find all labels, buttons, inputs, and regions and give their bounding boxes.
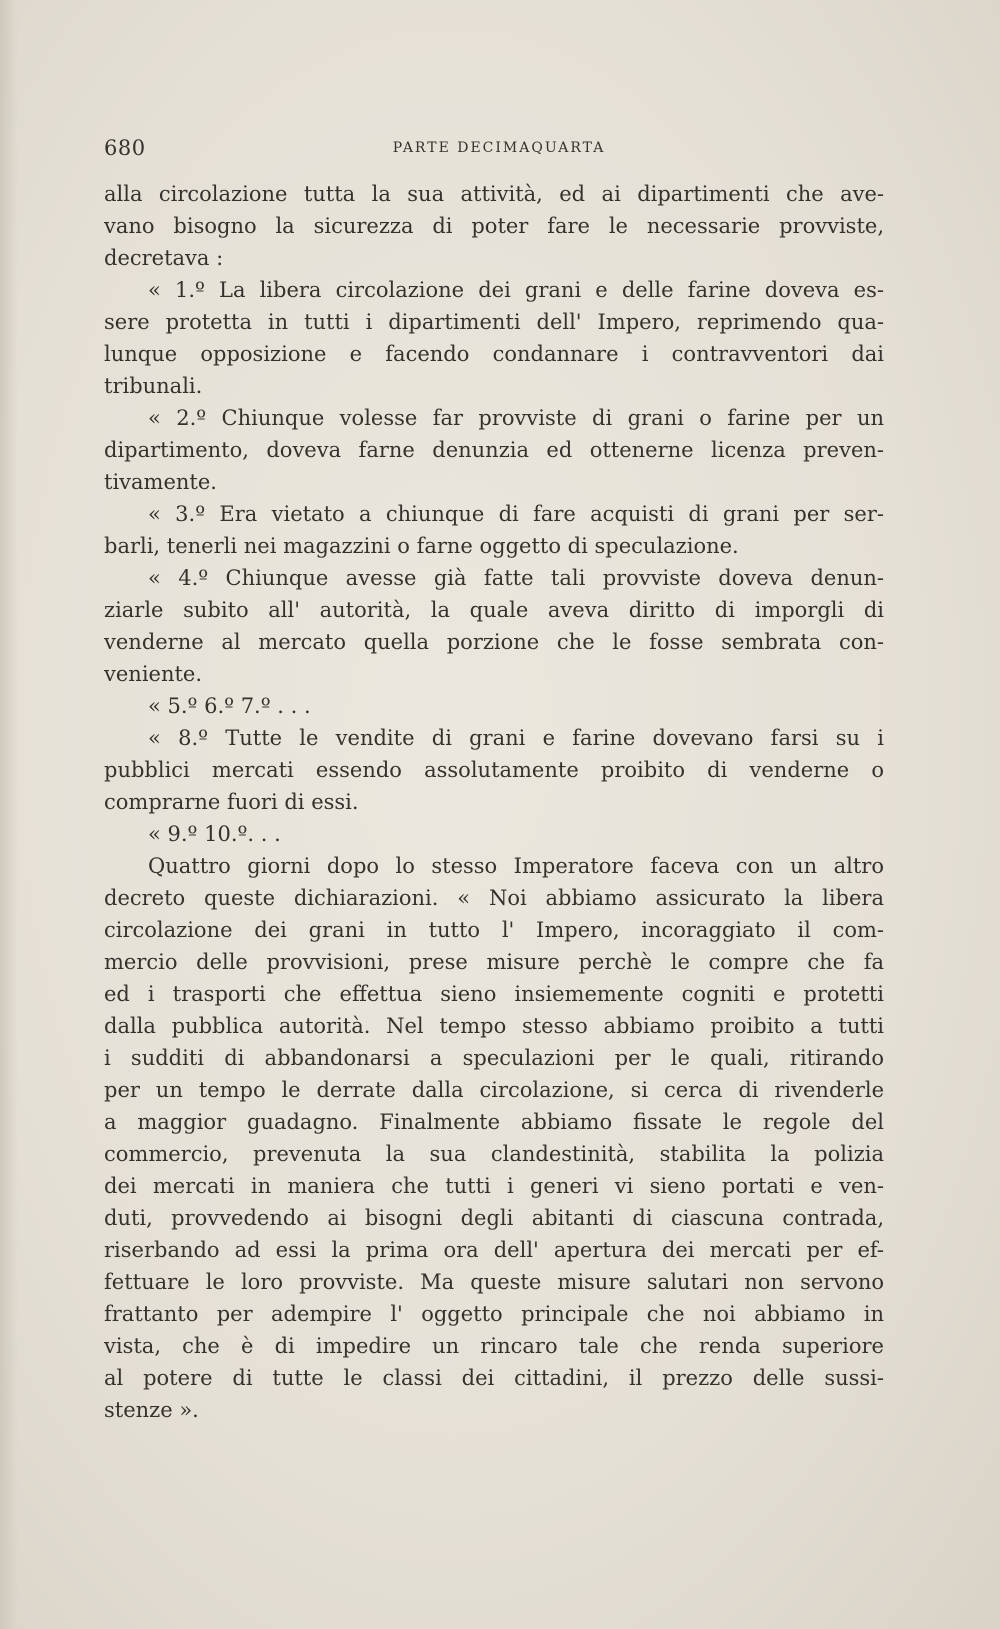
text-line: decretava :	[104, 246, 224, 270]
text-line: ziarle subito all' autorità, la quale aveva diritto di imporgli di	[104, 598, 884, 622]
text-line: sere protetta in tutti i dipartimenti dell' Impero, reprimendo qua-	[104, 310, 884, 334]
text-line: riserbando ad essi la prima ora dell' apertura dei mercati per ef-	[104, 1238, 884, 1262]
text-line: stenze ».	[104, 1398, 199, 1422]
text-line: mercio delle provvisioni, prese misure perchè le compre che fa	[104, 950, 884, 974]
text-line: dipartimento, doveva farne denunzia ed ottenerne licenza preven-	[104, 438, 884, 462]
text-line: comprarne fuori di essi.	[104, 790, 359, 814]
text-line: circolazione dei grani in tutto l' Impero, incoraggiato il com-	[104, 918, 884, 942]
text-line: commercio, prevenuta la sua clandestinità, stabilita la polizia	[104, 1142, 884, 1166]
text-line: « 1.º La libera circolazione dei grani e delle farine doveva es-	[148, 278, 884, 302]
text-line: « 3.º Era vietato a chiunque di fare acquisti di grani per ser-	[148, 502, 884, 526]
text-line: per un tempo le derrate dalla circolazione, si cerca di rivenderle	[104, 1078, 884, 1102]
text-line: venderne al mercato quella porzione che le fosse sembrata con-	[104, 630, 884, 654]
text-line: ed i trasporti che effettua sieno insiememente cogniti e protetti	[104, 982, 884, 1006]
text-line: alla circolazione tutta la sua attività, ed ai dipartimenti che ave-	[104, 182, 884, 206]
section-title: PARTE DECIMAQUARTA	[392, 140, 606, 156]
text-line: tivamente.	[104, 470, 217, 494]
text-line: Quattro giorni dopo lo stesso Imperatore faceva con un altro	[148, 854, 884, 878]
text-line: pubblici mercati essendo assolutamente proibito di venderne o	[104, 758, 884, 782]
body-text	[104, 178, 884, 1426]
text-line: « 4.º Chiunque avesse già fatte tali provviste doveva denun-	[148, 566, 884, 590]
text-line: « 8.º Tutte le vendite di grani e farine dovevano farsi su i	[148, 726, 884, 750]
text-line: i sudditi di abbandonarsi a speculazioni per le quali, ritirando	[104, 1046, 884, 1070]
text-line: duti, provvedendo ai bisogni degli abitanti di ciascuna contrada,	[104, 1206, 884, 1230]
text-line: vano bisogno la sicurezza di poter fare le necessarie provviste,	[104, 214, 884, 238]
text-line: a maggior guadagno. Finalmente abbiamo fissate le regole del	[104, 1110, 884, 1134]
text-line: vista, che è di impedire un rincaro tale che renda superiore	[104, 1334, 884, 1358]
text-line: tribunali.	[104, 374, 203, 398]
text-line: fettuare le loro provviste. Ma queste misure salutari non servono	[104, 1270, 884, 1294]
text-line: dei mercati in maniera che tutti i generi vi sieno portati e ven-	[104, 1174, 884, 1198]
page-gutter-shadow	[0, 0, 18, 1629]
page-number: 680	[104, 136, 146, 160]
text-line: veniente.	[104, 662, 203, 686]
text-line: frattanto per adempire l' oggetto principale che noi abbiamo in	[104, 1302, 884, 1326]
text-line: « 2.º Chiunque volesse far provviste di grani o farine per un	[148, 406, 884, 430]
text-line: « 9.º 10.º. . .	[148, 822, 281, 846]
text-line: lunque opposizione e facendo condannare i contravventori dai	[104, 342, 884, 366]
text-line: « 5.º 6.º 7.º . . .	[148, 694, 311, 718]
text-line: decreto queste dichiarazioni. « Noi abbiamo assicurato la libera	[104, 886, 884, 910]
text-line: al potere di tutte le classi dei cittadini, il prezzo delle sussi-	[104, 1366, 884, 1390]
text-line: dalla pubblica autorità. Nel tempo stesso abbiamo proibito a tutti	[104, 1014, 884, 1038]
text-line: barli, tenerli nei magazzini o farne oggetto di speculazione.	[104, 534, 739, 558]
running-head	[104, 136, 894, 168]
